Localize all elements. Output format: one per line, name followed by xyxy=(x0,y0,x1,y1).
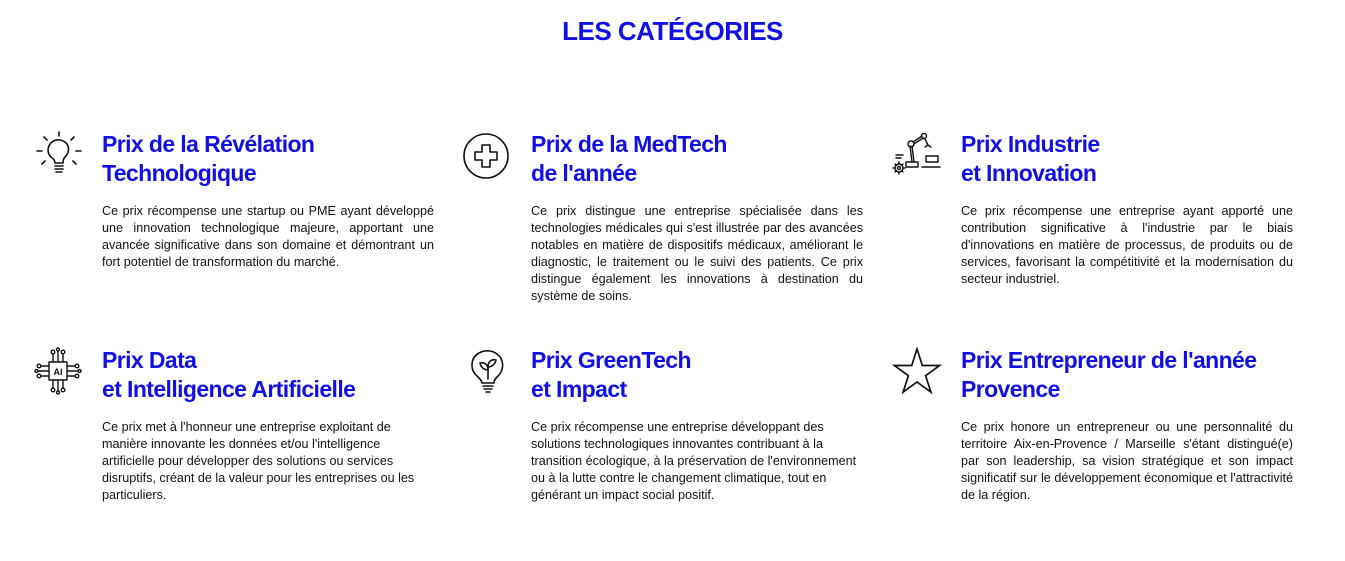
category-description: Ce prix honore un entrepreneur ou une personnalité du territoire Aix-en-Provence / Marseille s'étant distingué(e) par son leadership, sa vision stratégique et son impact significatif sur le développement économique et l'attractivité de la région. xyxy=(961,420,1293,502)
category-description: Ce prix distingue une entreprise spécialisée dans les technologies médicales qui s'est illustrée par des avancées notables en matière de dispositifs médicaux, améliorant le diagnostic, le traitement ou le suivi des patients. Ce prix distingue également les innovations à destination du système de soins. xyxy=(531,204,863,303)
category-title xyxy=(102,346,422,404)
category-title-line2: et Impact xyxy=(531,376,627,402)
category-title-line1: Prix Data xyxy=(102,347,197,373)
svg-text:AI: AI xyxy=(53,367,63,377)
category-title-line2: et Intelligence Artificielle xyxy=(102,376,356,402)
category-description: Ce prix récompense une entreprise ayant apporté une contribution significative à l'industrie par le biais d'innovations en matière de processus, de produits ou de services, favorisant la compétitivité et la modernisation du secteur industriel. xyxy=(961,204,1293,286)
category-title-line1: Prix de la Révélation xyxy=(102,131,315,157)
category-title-line1: Prix Entrepreneur de l'année xyxy=(961,347,1257,373)
green-bulb-icon xyxy=(462,346,512,396)
category-title-line1: Prix de la MedTech xyxy=(531,131,727,157)
category-title xyxy=(102,130,422,188)
category-title-line1: Prix Industrie xyxy=(961,131,1100,157)
ai-chip-icon xyxy=(33,346,83,396)
category-title-line2: de l'année xyxy=(531,160,637,186)
page-title: LES CATÉGORIES xyxy=(562,16,783,46)
category-title xyxy=(531,130,851,188)
category-description: Ce prix récompense une startup ou PME ayant développé une innovation technologique majeure, apportant une avancée significative dans son domaine et démontrant un fort potentiel de transformation du marché. xyxy=(102,204,434,269)
robot-arm-icon xyxy=(892,130,942,180)
category-title-line1: Prix GreenTech xyxy=(531,347,691,373)
lightbulb-icon xyxy=(33,130,83,180)
category-title xyxy=(531,346,851,404)
star-icon xyxy=(892,346,942,396)
category-title-line2: Technologique xyxy=(102,160,257,186)
medical-cross-icon xyxy=(462,130,512,180)
category-title-line2: Provence xyxy=(961,376,1060,402)
category-title-line2: et Innovation xyxy=(961,160,1097,186)
category-title xyxy=(961,130,1281,188)
category-description: Ce prix met à l'honneur une entreprise exploitant de manière innovante les données et/ou l'intelligence artificielle pour développer des solutions ou services disruptifs, créant de la valeur pour les entreprises ou les particuliers. xyxy=(102,420,415,502)
category-description: Ce prix récompense une entreprise développant des solutions technologiques innovantes contribuant à la transition écologique, à la préservation de l'environnement ou à la lutte contre le changement climatique, tout en générant un impact social positif. xyxy=(531,420,857,502)
category-title xyxy=(961,346,1281,404)
